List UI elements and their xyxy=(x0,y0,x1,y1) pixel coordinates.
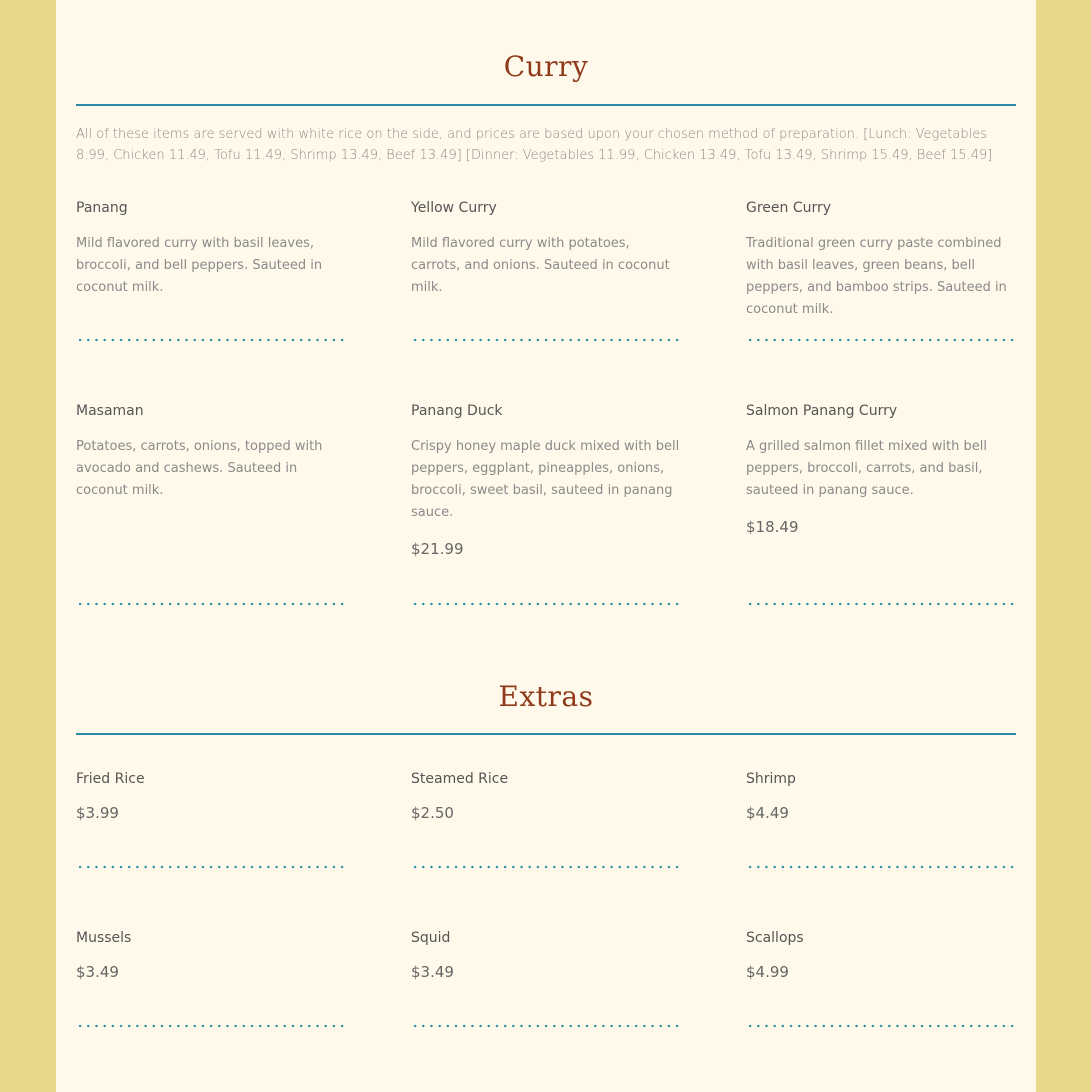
item-description: Potatoes, carrots, onions, topped with avocado and cashews. Sauteed in coconut milk. xyxy=(76,439,323,498)
curry-section-title: Curry xyxy=(503,50,589,83)
item-price: $4.49 xyxy=(746,804,789,822)
dotted-divider xyxy=(411,337,681,343)
item-name: Green Curry xyxy=(746,200,832,216)
menu-item-scallops[interactable] xyxy=(746,929,1016,981)
extras-title-rule xyxy=(76,733,1016,735)
curry-intro: All of these items are served with white rice on the side, and prices are based upon your chosen method of preparation. [Lunch: Vegetables 8.99, Chicken 11.49, Tofu 11.49, Shrimp 13.49, Beef 13.49] [Dinner: Vegetables 11.99, Chicken 13.49, Tofu 13.49, Shrimp 15.49, Beef 15.49] xyxy=(76,127,993,163)
menu-item-mussels[interactable] xyxy=(76,929,346,981)
item-name: Squid xyxy=(411,930,451,946)
dotted-divider xyxy=(746,1023,1016,1029)
item-name: Salmon Panang Curry xyxy=(746,403,898,419)
item-price: $3.49 xyxy=(411,963,454,981)
item-price: $18.49 xyxy=(746,518,799,536)
item-name: Panang Duck xyxy=(411,403,503,419)
item-name: Scallops xyxy=(746,930,804,946)
item-name: Mussels xyxy=(76,930,132,946)
dotted-divider xyxy=(76,864,346,870)
item-name: Masaman xyxy=(76,403,144,419)
menu-item-masaman[interactable] xyxy=(76,402,346,502)
menu-item-panang[interactable] xyxy=(76,199,346,299)
dotted-divider xyxy=(746,337,1016,343)
item-description: A grilled salmon fillet mixed with bell peppers, broccoli, carrots, and basil, sauteed in panang sauce. xyxy=(746,439,987,498)
item-price: $2.50 xyxy=(411,804,454,822)
item-price: $4.99 xyxy=(746,963,789,981)
menu-item-shrimp[interactable] xyxy=(746,770,1016,822)
item-price: $3.49 xyxy=(76,963,119,981)
dotted-divider xyxy=(76,1023,346,1029)
menu-item-squid[interactable] xyxy=(411,929,681,981)
extras-section-title: Extras xyxy=(498,680,594,713)
item-description: Traditional green curry paste combined with basil leaves, green beans, bell peppers, and bamboo strips. Sauteed in coconut milk. xyxy=(746,236,1007,317)
dotted-divider xyxy=(76,601,346,607)
dotted-divider xyxy=(411,864,681,870)
dotted-divider xyxy=(411,601,681,607)
menu-item-fried-rice[interactable] xyxy=(76,770,346,822)
dotted-divider xyxy=(76,337,346,343)
menu-item-panang-duck[interactable] xyxy=(411,402,681,558)
item-description: Mild flavored curry with basil leaves, broccoli, and bell peppers. Sauteed in coconut milk. xyxy=(76,236,323,295)
item-name: Steamed Rice xyxy=(411,771,509,787)
menu-page xyxy=(56,0,1036,1092)
item-price: $21.99 xyxy=(411,540,464,558)
dotted-divider xyxy=(411,1023,681,1029)
item-description: Crispy honey maple duck mixed with bell peppers, eggplant, pineapples, onions, broccoli, sweet basil, sauteed in panang sauce. xyxy=(411,439,680,520)
menu-item-steamed-rice[interactable] xyxy=(411,770,681,822)
item-name: Fried Rice xyxy=(76,771,145,787)
item-name: Panang xyxy=(76,200,128,216)
item-price: $3.99 xyxy=(76,804,119,822)
curry-title-rule xyxy=(76,104,1016,106)
menu-item-yellow-curry[interactable] xyxy=(411,199,681,299)
dotted-divider xyxy=(746,601,1016,607)
item-name: Shrimp xyxy=(746,771,796,787)
menu-item-salmon-panang-curry[interactable] xyxy=(746,402,1016,536)
dotted-divider xyxy=(746,864,1016,870)
item-description: Mild flavored curry with potatoes, carrots, and onions. Sauteed in coconut milk. xyxy=(411,236,670,295)
menu-item-green-curry[interactable] xyxy=(746,199,1016,321)
item-name: Yellow Curry xyxy=(411,200,497,216)
